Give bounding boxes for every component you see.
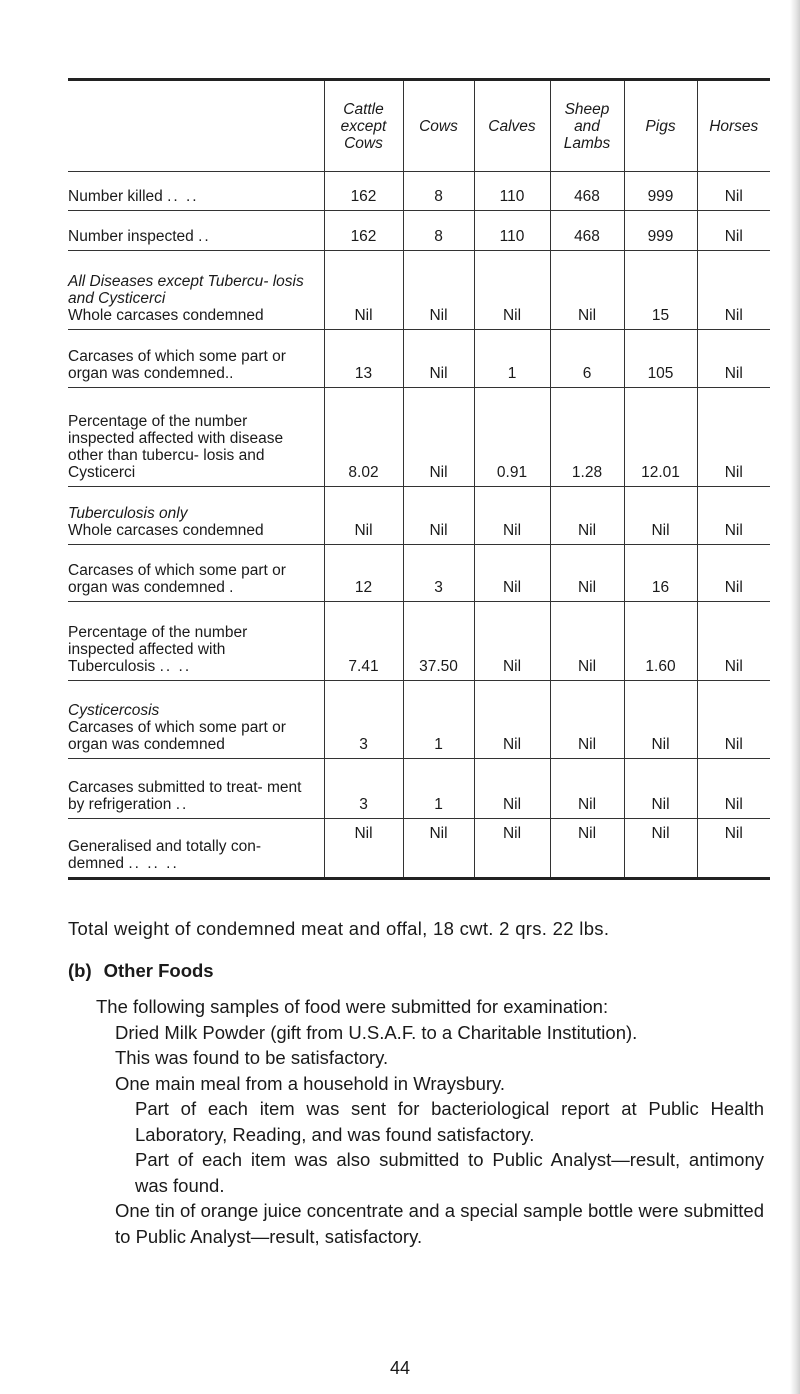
cell: 8 [403,211,474,251]
cell: 16 [624,545,697,602]
cell: 3 [324,681,403,759]
cell: Nil [474,251,550,330]
cell: 3 [324,759,403,819]
cell: 12 [324,545,403,602]
column-header-pigs: Pigs [624,80,697,172]
cell: 468 [550,211,624,251]
cell: Nil [403,251,474,330]
sample-result-dried-milk: This was found to be satisfactory. [115,1047,389,1068]
column-header-horses: Horses [697,80,770,172]
corner-cell [68,80,324,172]
row-label: Number killed .. .. [68,172,324,211]
table-row-refrigeration [68,759,770,819]
cell: 37.50 [403,602,474,681]
cell: Nil [474,819,550,879]
page-number: 44 [389,1358,411,1378]
cell: Nil [474,759,550,819]
total-weight-line: Total weight of condemned meat and offal, 18 cwt. 2 qrs. 22 lbs. [68,918,610,939]
row-label: Percentage of the number inspected affected with Tuberculosis .. .. [68,602,324,681]
cell: Nil [550,487,624,545]
row-label: Percentage of the number inspected affected with disease other than tubercu- losis and Cysticerci [68,388,324,487]
cell: Nil [697,819,770,879]
section-letter: (b) [68,960,92,981]
table-row-tuberculosis-whole [68,487,770,545]
column-header-calves: Calves [474,80,550,172]
cell: 1.60 [624,602,697,681]
cell: Nil [697,251,770,330]
row-label: Carcases of which some part or organ was condemned . [68,545,324,602]
sample-result-public-analyst: Part of each item was also submitted to Public Analyst—result, antimony was found. [135,1149,764,1196]
cell: Nil [324,251,403,330]
cell: 6 [550,330,624,388]
other-foods-text [0,994,790,1249]
column-header-sheep: Sheep and Lambs [550,80,624,172]
cell: Nil [474,545,550,602]
cell: Nil [403,819,474,879]
cell: Nil [550,681,624,759]
table-row-all-diseases-whole [68,251,770,330]
section-heading-other-foods [68,960,214,982]
meat-inspection-table [68,78,770,880]
row-label: All Diseases except Tubercu- losis and Cysticerci Whole carcases condemned [68,251,324,330]
cell: 0.91 [474,388,550,487]
cell: 999 [624,172,697,211]
cell: Nil [550,602,624,681]
table-row-number-killed [68,172,770,211]
cell: 162 [324,172,403,211]
cell: Nil [474,487,550,545]
section-label: Cysticercosis [68,702,160,719]
cell: Nil [697,211,770,251]
cell: Nil [550,251,624,330]
table-row-all-diseases-percentage [68,388,770,487]
section-title: Other Foods [103,960,214,981]
cell: Nil [474,681,550,759]
section-label: All Diseases except Tubercu- losis and Cysticerci [68,273,304,307]
cell: 1 [403,759,474,819]
sample-result-bacteriological: Part of each item was sent for bacteriological report at Public Health Laboratory, Reading, and was found satisfactory. [135,1098,764,1145]
cell: 468 [550,172,624,211]
sample-item-orange-juice: One tin of orange juice concentrate and a special sample bottle were submitted to Public Analyst—result, satisfactory. [115,1200,764,1247]
cell: Nil [403,487,474,545]
table-row-tuberculosis-part [68,545,770,602]
cell: Nil [624,487,697,545]
cell: 1.28 [550,388,624,487]
cell: 105 [624,330,697,388]
cell: Nil [624,681,697,759]
cell: 162 [324,211,403,251]
cell: 8 [403,172,474,211]
section-label: Tuberculosis only [68,505,188,522]
table-header-row [68,80,770,172]
cell: Nil [697,330,770,388]
scan-edge [790,0,800,1394]
row-label: Carcases submitted to treat- ment by refrigeration .. [68,759,324,819]
cell: Nil [697,487,770,545]
cell: Nil [550,759,624,819]
sample-item-main-meal: One main meal from a household in Wraysbury. [115,1072,506,1094]
column-header-cattle: Cattle except Cows [324,80,403,172]
cell: 999 [624,211,697,251]
sample-item-dried-milk: Dried Milk Powder (gift from U.S.A.F. to a Charitable Institution). [115,1021,638,1043]
column-header-cows: Cows [403,80,474,172]
row-label: Number inspected .. [68,211,324,251]
row-label: Carcases of which some part or organ was condemned.. [68,330,324,388]
cell: 8.02 [324,388,403,487]
cell: Nil [550,819,624,879]
cell: 7.41 [324,602,403,681]
cell: 13 [324,330,403,388]
table-row-cysticercosis-part [68,681,770,759]
row-label: Tuberculosis only Whole carcases condemned [68,487,324,545]
cell: 110 [474,211,550,251]
cell: Nil [550,545,624,602]
row-label: Cysticercosis Carcases of which some part or organ was condemned [68,681,324,759]
cell: Nil [624,819,697,879]
cell: Nil [697,545,770,602]
table-row-number-inspected [68,211,770,251]
cell: Nil [324,487,403,545]
cell: 1 [403,681,474,759]
cell: Nil [697,388,770,487]
cell: Nil [697,602,770,681]
row-label: Generalised and totally con- demned .. .. .. [68,819,324,879]
cell: Nil [697,759,770,819]
cell: 110 [474,172,550,211]
table-row-generalised [68,819,770,879]
cell: 3 [403,545,474,602]
cell: Nil [403,330,474,388]
cell: Nil [474,602,550,681]
cell: Nil [403,388,474,487]
cell: Nil [624,759,697,819]
cell: Nil [697,681,770,759]
cell: Nil [697,172,770,211]
intro-paragraph: The following samples of food were submitted for examination: [96,996,609,1017]
cell: 15 [624,251,697,330]
cell: 1 [474,330,550,388]
cell: 12.01 [624,388,697,487]
table-row-tuberculosis-percentage [68,602,770,681]
cell: Nil [324,819,403,879]
table-row-all-diseases-part [68,330,770,388]
